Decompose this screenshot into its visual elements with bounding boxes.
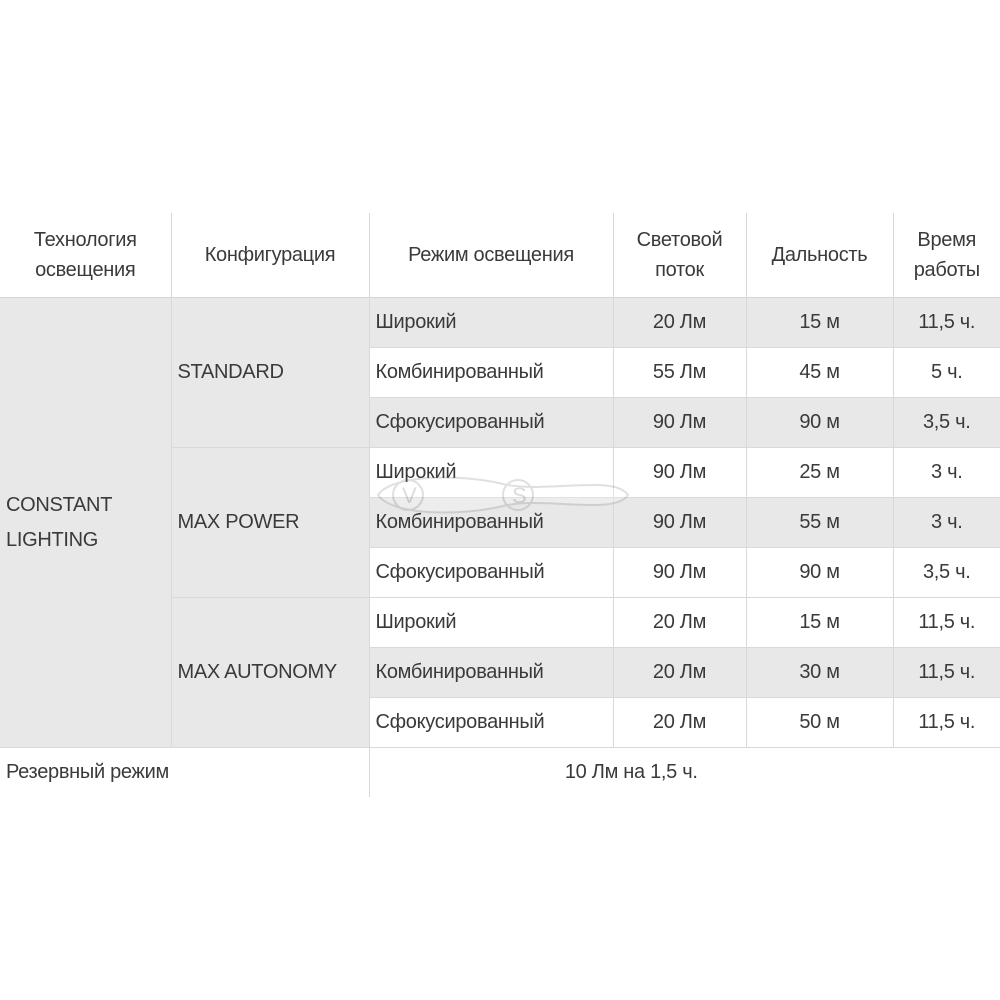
mode-cell: Комбинированный <box>369 348 613 398</box>
svg-text:V: V <box>402 483 417 508</box>
time-cell: 11,5 ч. <box>893 698 1000 748</box>
range-cell: 25 м <box>746 448 893 498</box>
flux-cell: 20 Лм <box>613 598 746 648</box>
time-cell: 3,5 ч. <box>893 398 1000 448</box>
range-cell: 90 м <box>746 398 893 448</box>
flux-cell: 55 Лм <box>613 348 746 398</box>
spec-table <box>0 213 1000 797</box>
header-configuration: Конфигурация <box>171 213 369 298</box>
range-cell: 45 м <box>746 348 893 398</box>
flux-cell: 90 Лм <box>613 398 746 448</box>
flux-cell: 20 Лм <box>613 698 746 748</box>
range-cell: 15 м <box>746 298 893 348</box>
flux-cell: 20 Лм <box>613 298 746 348</box>
reserve-label: Резервный режим <box>0 748 369 798</box>
mode-cell: Широкий <box>369 448 613 498</box>
range-cell: 90 м <box>746 548 893 598</box>
mode-cell: Широкий <box>369 598 613 648</box>
header-lighting-mode: Режим освещения <box>369 213 613 298</box>
time-cell: 3,5 ч. <box>893 548 1000 598</box>
reserve-value: 10 Лм на 1,5 ч. <box>369 748 893 798</box>
config-max-power: MAX POWER <box>171 448 369 598</box>
header-technology: Технология освещения <box>0 213 171 298</box>
mode-cell: Широкий <box>369 298 613 348</box>
flux-cell: 90 Лм <box>613 498 746 548</box>
technology-cell: CONSTANT LIGHTING <box>0 298 171 748</box>
flux-cell: 90 Лм <box>613 448 746 498</box>
table-row <box>0 298 1000 348</box>
header-luminous-flux: Световой поток <box>613 213 746 298</box>
time-cell: 5 ч. <box>893 348 1000 398</box>
mode-cell: Комбинированный <box>369 648 613 698</box>
mode-cell: Сфокусированный <box>369 548 613 598</box>
range-cell: 55 м <box>746 498 893 548</box>
mode-cell: Комбинированный <box>369 498 613 548</box>
time-cell: 11,5 ч. <box>893 648 1000 698</box>
spec-table-container <box>0 213 1000 797</box>
range-cell: 15 м <box>746 598 893 648</box>
time-cell: 11,5 ч. <box>893 298 1000 348</box>
mode-cell: Сфокусированный <box>369 698 613 748</box>
time-cell: 3 ч. <box>893 448 1000 498</box>
range-cell: 30 м <box>746 648 893 698</box>
svg-text:S: S <box>512 483 527 508</box>
range-cell: 50 м <box>746 698 893 748</box>
time-cell: 3 ч. <box>893 498 1000 548</box>
mode-cell: Сфокусированный <box>369 398 613 448</box>
header-range: Дальность <box>746 213 893 298</box>
config-max-autonomy: MAX AUTONOMY <box>171 598 369 748</box>
header-row <box>0 213 1000 298</box>
time-cell: 11,5 ч. <box>893 598 1000 648</box>
flux-cell: 20 Лм <box>613 648 746 698</box>
flux-cell: 90 Лм <box>613 548 746 598</box>
config-standard: STANDARD <box>171 298 369 448</box>
header-runtime: Время работы <box>893 213 1000 298</box>
reserve-row <box>0 748 1000 798</box>
